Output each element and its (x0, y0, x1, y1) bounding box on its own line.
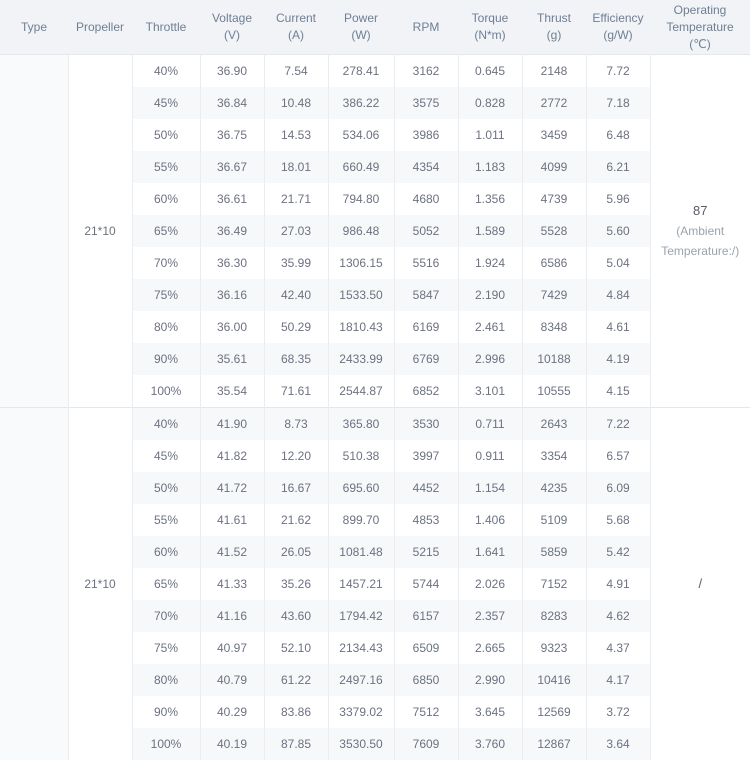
power-cell: 1306.15 (328, 247, 394, 279)
torque-cell: 0.911 (458, 440, 522, 472)
torque-cell: 1.154 (458, 472, 522, 504)
torque-cell: 2.190 (458, 279, 522, 311)
rpm-cell: 6509 (394, 632, 458, 664)
voltage-cell: 40.29 (200, 696, 264, 728)
throttle-cell: 70% (132, 600, 200, 632)
thrust-cell: 10188 (522, 343, 586, 375)
header-propeller: Propeller (68, 0, 132, 55)
power-cell: 2497.16 (328, 664, 394, 696)
current-cell: 68.35 (264, 343, 328, 375)
torque-cell: 2.665 (458, 632, 522, 664)
current-cell: 35.99 (264, 247, 328, 279)
power-cell: 3530.50 (328, 728, 394, 760)
torque-cell: 0.645 (458, 55, 522, 88)
efficiency-cell: 7.22 (586, 408, 650, 441)
rpm-cell: 4680 (394, 183, 458, 215)
header-rpm: RPM (394, 0, 458, 55)
voltage-cell: 36.00 (200, 311, 264, 343)
current-cell: 10.48 (264, 87, 328, 119)
throttle-cell: 40% (132, 55, 200, 88)
rpm-cell: 6169 (394, 311, 458, 343)
rpm-cell: 5516 (394, 247, 458, 279)
current-cell: 35.26 (264, 568, 328, 600)
efficiency-cell: 3.72 (586, 696, 650, 728)
voltage-cell: 36.67 (200, 151, 264, 183)
operating-temperature-cell (650, 408, 750, 760)
torque-cell: 3.645 (458, 696, 522, 728)
efficiency-cell: 6.21 (586, 151, 650, 183)
rpm-cell: 6157 (394, 600, 458, 632)
power-cell: 2433.99 (328, 343, 394, 375)
throttle-cell: 60% (132, 536, 200, 568)
throttle-cell: 50% (132, 472, 200, 504)
type-cell (0, 55, 68, 408)
thrust-cell: 8283 (522, 600, 586, 632)
voltage-cell: 36.30 (200, 247, 264, 279)
thrust-cell: 2643 (522, 408, 586, 441)
torque-cell: 1.183 (458, 151, 522, 183)
table-row (0, 408, 750, 441)
rpm-cell: 4853 (394, 504, 458, 536)
temperature-value: 87 (651, 201, 750, 221)
efficiency-cell: 4.62 (586, 600, 650, 632)
current-cell: 21.62 (264, 504, 328, 536)
thrust-cell: 7152 (522, 568, 586, 600)
voltage-cell: 41.72 (200, 472, 264, 504)
torque-cell: 1.406 (458, 504, 522, 536)
voltage-cell: 41.61 (200, 504, 264, 536)
power-cell: 899.70 (328, 504, 394, 536)
power-cell: 1533.50 (328, 279, 394, 311)
rpm-cell: 3162 (394, 55, 458, 88)
header-voltage: Voltage (V) (200, 0, 264, 55)
current-cell: 71.61 (264, 375, 328, 408)
efficiency-cell: 3.64 (586, 728, 650, 760)
power-cell: 1081.48 (328, 536, 394, 568)
efficiency-cell: 4.84 (586, 279, 650, 311)
current-cell: 7.54 (264, 55, 328, 88)
torque-cell: 3.760 (458, 728, 522, 760)
thrust-cell: 12867 (522, 728, 586, 760)
torque-cell: 2.357 (458, 600, 522, 632)
rpm-cell: 4354 (394, 151, 458, 183)
voltage-cell: 40.19 (200, 728, 264, 760)
rpm-cell: 7512 (394, 696, 458, 728)
torque-cell: 1.356 (458, 183, 522, 215)
ambient-temperature-note: (Ambient Temperature:/) (651, 221, 750, 261)
throttle-cell: 45% (132, 87, 200, 119)
thrust-cell: 6586 (522, 247, 586, 279)
current-cell: 18.01 (264, 151, 328, 183)
efficiency-cell: 4.37 (586, 632, 650, 664)
rpm-cell: 6850 (394, 664, 458, 696)
operating-temperature-cell (650, 55, 750, 408)
voltage-cell: 36.49 (200, 215, 264, 247)
torque-cell: 1.011 (458, 119, 522, 151)
throttle-cell: 65% (132, 568, 200, 600)
power-cell: 3379.02 (328, 696, 394, 728)
throttle-cell: 90% (132, 343, 200, 375)
throttle-cell: 75% (132, 279, 200, 311)
throttle-cell: 90% (132, 696, 200, 728)
table-header (0, 0, 750, 55)
power-cell: 510.38 (328, 440, 394, 472)
rpm-cell: 7609 (394, 728, 458, 760)
power-cell: 794.80 (328, 183, 394, 215)
current-cell: 16.67 (264, 472, 328, 504)
table-row (0, 55, 750, 88)
power-cell: 1457.21 (328, 568, 394, 600)
throttle-cell: 40% (132, 408, 200, 441)
current-cell: 52.10 (264, 632, 328, 664)
voltage-cell: 41.82 (200, 440, 264, 472)
header-torque: Torque (N*m) (458, 0, 522, 55)
efficiency-cell: 5.60 (586, 215, 650, 247)
current-cell: 14.53 (264, 119, 328, 151)
efficiency-cell: 7.72 (586, 55, 650, 88)
throttle-cell: 80% (132, 311, 200, 343)
voltage-cell: 41.16 (200, 600, 264, 632)
power-cell: 1810.43 (328, 311, 394, 343)
throttle-cell: 50% (132, 119, 200, 151)
rpm-cell: 4452 (394, 472, 458, 504)
thrust-cell: 12569 (522, 696, 586, 728)
power-cell: 986.48 (328, 215, 394, 247)
header-efficiency: Efficiency (g/W) (586, 0, 650, 55)
throttle-cell: 45% (132, 440, 200, 472)
current-cell: 12.20 (264, 440, 328, 472)
torque-cell: 1.924 (458, 247, 522, 279)
power-cell: 2544.87 (328, 375, 394, 408)
torque-cell: 2.990 (458, 664, 522, 696)
temperature-value: / (651, 574, 750, 594)
power-cell: 695.60 (328, 472, 394, 504)
voltage-cell: 35.54 (200, 375, 264, 408)
header-current: Current (A) (264, 0, 328, 55)
current-cell: 50.29 (264, 311, 328, 343)
thrust-cell: 9323 (522, 632, 586, 664)
efficiency-cell: 4.15 (586, 375, 650, 408)
voltage-cell: 41.33 (200, 568, 264, 600)
header-operating-temperature: Operating Temperature (℃) (650, 0, 750, 55)
thrust-cell: 4739 (522, 183, 586, 215)
torque-cell: 2.996 (458, 343, 522, 375)
throttle-cell: 100% (132, 728, 200, 760)
throttle-cell: 55% (132, 151, 200, 183)
thrust-cell: 5859 (522, 536, 586, 568)
header-thrust: Thrust (g) (522, 0, 586, 55)
current-cell: 26.05 (264, 536, 328, 568)
power-cell: 2134.43 (328, 632, 394, 664)
rpm-cell: 3530 (394, 408, 458, 441)
rpm-cell: 5215 (394, 536, 458, 568)
efficiency-cell: 5.42 (586, 536, 650, 568)
efficiency-cell: 6.57 (586, 440, 650, 472)
torque-cell: 2.461 (458, 311, 522, 343)
voltage-cell: 36.84 (200, 87, 264, 119)
power-cell: 534.06 (328, 119, 394, 151)
header-throttle: Throttle (132, 0, 200, 55)
current-cell: 21.71 (264, 183, 328, 215)
rpm-cell: 3575 (394, 87, 458, 119)
torque-cell: 0.711 (458, 408, 522, 441)
torque-cell: 1.641 (458, 536, 522, 568)
thrust-cell: 2772 (522, 87, 586, 119)
current-cell: 27.03 (264, 215, 328, 247)
rpm-cell: 3997 (394, 440, 458, 472)
thrust-cell: 8348 (522, 311, 586, 343)
efficiency-cell: 6.09 (586, 472, 650, 504)
throttle-cell: 65% (132, 215, 200, 247)
torque-cell: 0.828 (458, 87, 522, 119)
current-cell: 43.60 (264, 600, 328, 632)
propeller-cell: 21*10 (68, 55, 132, 408)
type-cell (0, 408, 68, 760)
rpm-cell: 6852 (394, 375, 458, 408)
header-type: Type (0, 0, 68, 55)
throttle-cell: 55% (132, 504, 200, 536)
throttle-cell: 80% (132, 664, 200, 696)
efficiency-cell: 4.91 (586, 568, 650, 600)
voltage-cell: 41.52 (200, 536, 264, 568)
efficiency-cell: 5.68 (586, 504, 650, 536)
current-cell: 83.86 (264, 696, 328, 728)
voltage-cell: 40.97 (200, 632, 264, 664)
voltage-cell: 36.90 (200, 55, 264, 88)
efficiency-cell: 4.61 (586, 311, 650, 343)
voltage-cell: 36.16 (200, 279, 264, 311)
power-cell: 1794.42 (328, 600, 394, 632)
torque-cell: 1.589 (458, 215, 522, 247)
thrust-cell: 7429 (522, 279, 586, 311)
thrust-cell: 3459 (522, 119, 586, 151)
rpm-cell: 3986 (394, 119, 458, 151)
propeller-cell: 21*10 (68, 408, 132, 760)
efficiency-cell: 7.18 (586, 87, 650, 119)
rpm-cell: 5052 (394, 215, 458, 247)
thrust-cell: 4235 (522, 472, 586, 504)
efficiency-cell: 6.48 (586, 119, 650, 151)
thrust-cell: 10416 (522, 664, 586, 696)
rpm-cell: 6769 (394, 343, 458, 375)
power-cell: 386.22 (328, 87, 394, 119)
throttle-cell: 60% (132, 183, 200, 215)
rpm-cell: 5744 (394, 568, 458, 600)
efficiency-cell: 4.19 (586, 343, 650, 375)
torque-cell: 3.101 (458, 375, 522, 408)
power-cell: 365.80 (328, 408, 394, 441)
efficiency-cell: 5.96 (586, 183, 650, 215)
voltage-cell: 36.75 (200, 119, 264, 151)
table-body (0, 55, 750, 760)
voltage-cell: 36.61 (200, 183, 264, 215)
throttle-cell: 75% (132, 632, 200, 664)
throttle-cell: 70% (132, 247, 200, 279)
efficiency-cell: 5.04 (586, 247, 650, 279)
voltage-cell: 40.79 (200, 664, 264, 696)
voltage-cell: 41.90 (200, 408, 264, 441)
rpm-cell: 5847 (394, 279, 458, 311)
thrust-cell: 10555 (522, 375, 586, 408)
power-cell: 660.49 (328, 151, 394, 183)
efficiency-cell: 4.17 (586, 664, 650, 696)
thrust-cell: 4099 (522, 151, 586, 183)
thrust-cell: 2148 (522, 55, 586, 88)
voltage-cell: 35.61 (200, 343, 264, 375)
throttle-cell: 100% (132, 375, 200, 408)
current-cell: 87.85 (264, 728, 328, 760)
thrust-cell: 5109 (522, 504, 586, 536)
torque-cell: 2.026 (458, 568, 522, 600)
thrust-cell: 5528 (522, 215, 586, 247)
header-power: Power (W) (328, 0, 394, 55)
current-cell: 42.40 (264, 279, 328, 311)
current-cell: 8.73 (264, 408, 328, 441)
power-cell: 278.41 (328, 55, 394, 88)
thrust-cell: 3354 (522, 440, 586, 472)
current-cell: 61.22 (264, 664, 328, 696)
